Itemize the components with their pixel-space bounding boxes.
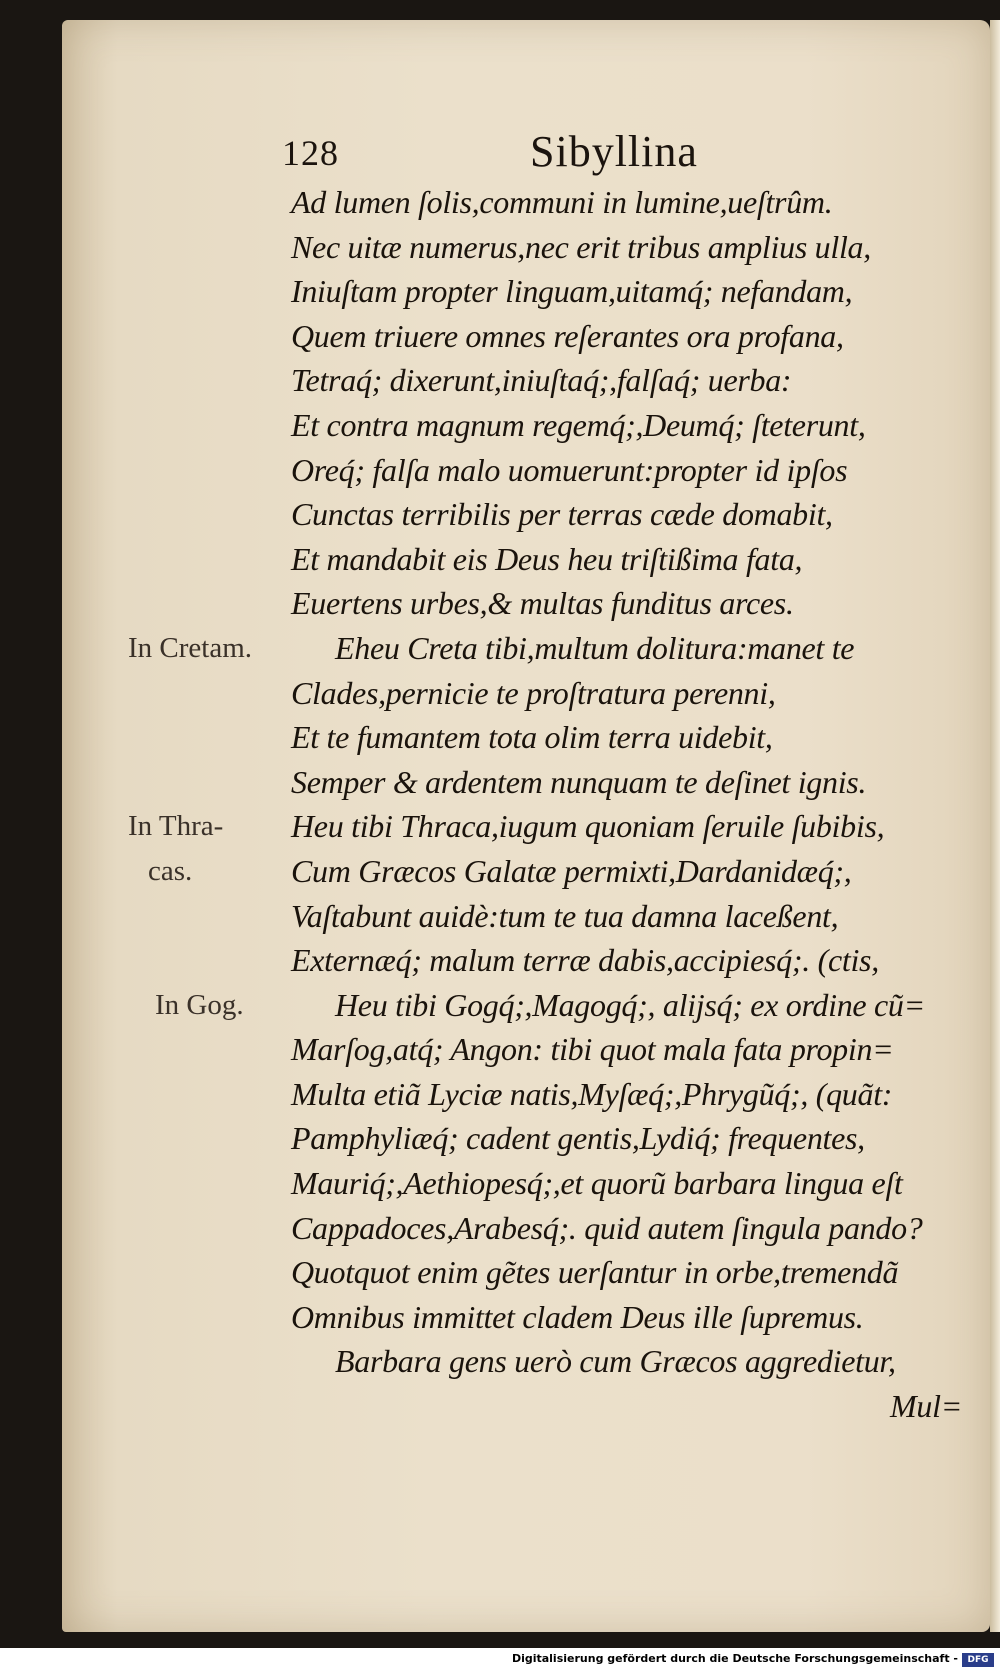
verse-line: [0, 1027, 1000, 1072]
verse-line-text: Vaſtabunt auidè:tum te tua damna laceßent,: [291, 897, 839, 934]
verse-line: [0, 269, 1000, 314]
verse-line-text: Euertens urbes,& multas funditus arces.: [291, 585, 794, 622]
verse-line-text: Pamphyliæq́; cadent gentis,Lydiq́; frequentes,: [291, 1120, 865, 1157]
verse-line-text: Et mandabit eis Deus heu triſtißima fata,: [291, 540, 803, 577]
verse-line-text: Et contra magnum regemq́;,Deumq́; ſteterunt,: [291, 406, 866, 443]
page-number: 128: [282, 133, 339, 173]
verse-line: [0, 715, 1000, 760]
verse-line-text: Marſog,atq́; Angon: tibi quot mala fata propin=: [291, 1031, 894, 1068]
verse-line: [0, 180, 1000, 225]
verse-line: [0, 938, 1000, 983]
verse-line-text: Cappadoces,Arabesq́;. quid autem ſingula pando?: [291, 1209, 923, 1246]
verse-line-text: Quem triuere omnes reſerantes ora profana,: [291, 317, 844, 354]
verse-line: [0, 849, 1000, 894]
verse-line: [0, 1339, 1000, 1384]
verse-line-text: Externæq́; malum terræ dabis,accipiesq́;. (ctis,: [291, 942, 879, 979]
verse-line-text: Tetraq́; dixerunt,iniuſtaq́;,falſaq́; uerba:: [291, 362, 792, 399]
verse-line-text: Semper & ardentem nunquam te deſinet ignis.: [291, 763, 867, 800]
verse-line: [0, 225, 1000, 270]
verse-line-text: Iniuſtam propter linguam,uitamq́; nefandam,: [291, 273, 853, 310]
verse-line: [0, 1072, 1000, 1117]
margin-note: cas.: [148, 854, 193, 887]
verse-line: [0, 403, 1000, 448]
margin-note: In Gog.: [155, 988, 244, 1021]
dfg-logo-icon: DFG: [962, 1653, 994, 1667]
verse-line: [0, 894, 1000, 939]
catchword: Mul=: [890, 1388, 962, 1425]
verse-line-text: Cunctas terribilis per terras cæde domabit,: [291, 496, 833, 533]
verse-line-text: Heu tibi Gogq́;,Magogq́;, aliјsq́; ex ordine cũ=: [335, 986, 925, 1023]
verse-line: [0, 1206, 1000, 1251]
verse-line-text: Eheu Creta tibi,multum dolitura:manet te: [335, 629, 855, 666]
verse-line-text: Cum Græcos Galatæ permixti,Dardanidæq́;,: [291, 852, 852, 889]
page-header: [0, 126, 1000, 186]
margin-note: In Thra-: [128, 810, 224, 843]
verse-line: [0, 760, 1000, 805]
verse-line: [0, 314, 1000, 359]
verse-line-text: Multa etiã Lyciæ natis,Myſæq́;,Phrygũq́;, (quãt:: [291, 1075, 893, 1112]
verse-text-block: [0, 180, 1000, 1429]
verse-line: [0, 804, 1000, 849]
verse-line: [0, 671, 1000, 716]
verse-line: [0, 1116, 1000, 1161]
margin-note: In Cretam.: [128, 631, 253, 664]
verse-line-text: Heu tibi Thraca,iugum quoniam ſeruile ſubibis,: [291, 808, 885, 845]
verse-line: [0, 1250, 1000, 1295]
verse-line: [0, 1384, 1000, 1429]
verse-line-text: Quotquot enim gẽtes uerſantur in orbe,tremendã: [291, 1254, 899, 1291]
digitization-footer: [0, 1648, 1000, 1674]
verse-line: [0, 492, 1000, 537]
verse-line: [0, 1161, 1000, 1206]
verse-line: [0, 626, 1000, 671]
verse-line: [0, 448, 1000, 493]
verse-line-text: Ad lumen ſolis,communi in lumine,ueſtrûm.: [291, 184, 833, 220]
verse-line-text: Clades,pernicie te proſtratura perenni,: [291, 674, 776, 711]
verse-line-text: Oreq́; falſa malo uomuerunt:propter id ipſos: [291, 451, 848, 488]
verse-line-text: Omnibus immittet cladem Deus ille ſupremus.: [291, 1298, 864, 1335]
verse-line-text: Nec uitæ numerus,nec erit tribus amplius ulla,: [291, 228, 871, 265]
verse-line-text: Mauriq́;,Aethiopesq́;,et quorũ barbara lingua eſt: [291, 1165, 903, 1202]
verse-line: [0, 581, 1000, 626]
verse-line: [0, 1295, 1000, 1340]
running-title: Sibyllina: [530, 127, 698, 176]
verse-line: [0, 983, 1000, 1028]
verse-line-text: Et te fumantem tota olim terra uidebit,: [291, 719, 773, 756]
footer-attribution: Digitalisierung gefördert durch die Deutsche Forschungsgemeinschaft -: [511, 1652, 958, 1665]
verse-line: [0, 537, 1000, 582]
verse-line-text: Barbara gens uerò cum Græcos aggredietur,: [335, 1343, 896, 1380]
verse-line: [0, 358, 1000, 403]
